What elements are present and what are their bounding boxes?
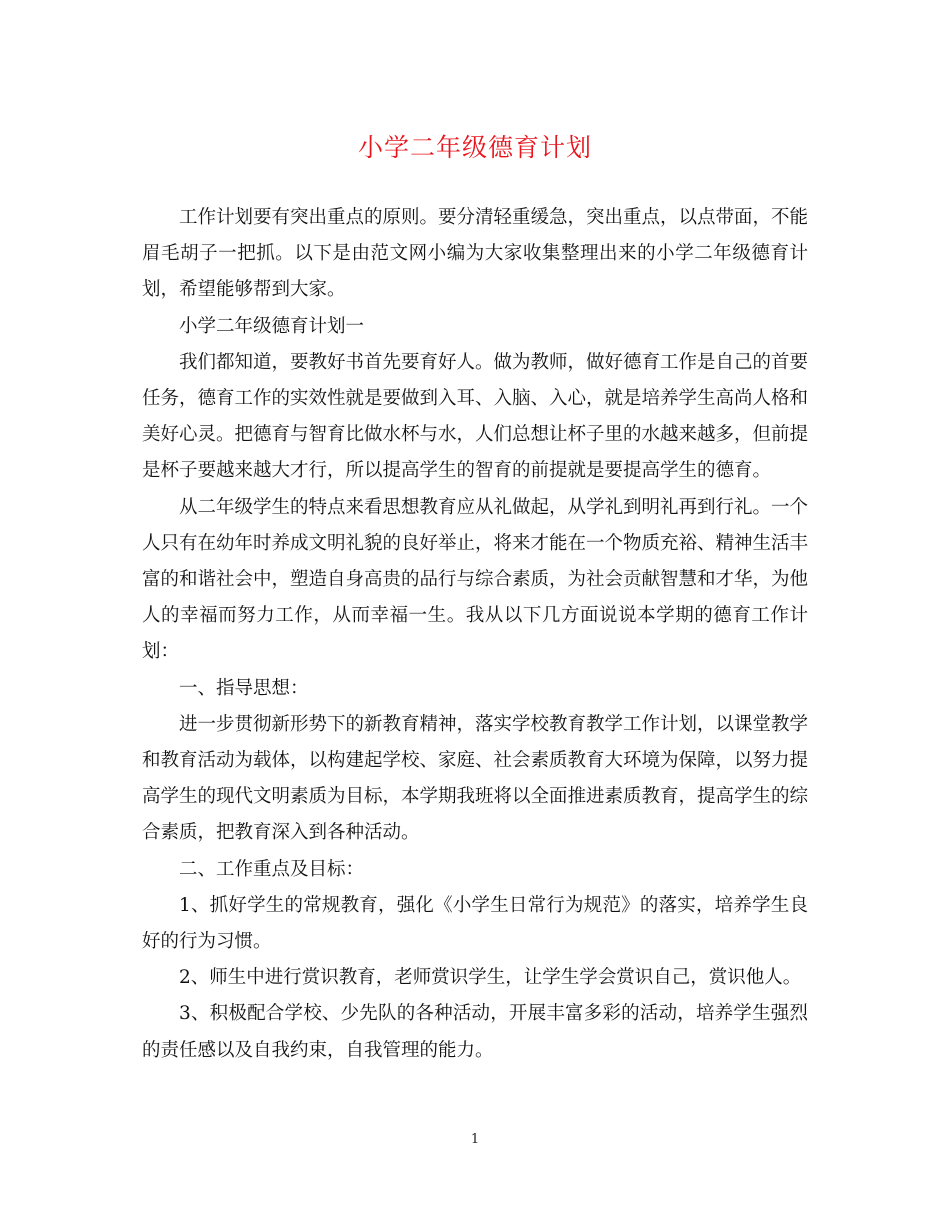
paragraph-goal-2: 2、师生中进行赏识教育，老师赏识学生，让学生学会赏识自己，赏识他人。 <box>179 967 802 989</box>
paragraph-section-heading: 小学二年级德育计划一 <box>179 315 365 337</box>
paragraph-goal-1: 1、抓好学生的常规教育，强化《小学生日常行为规范》的落实，培养学生良好的行为习惯。 <box>142 894 808 953</box>
paragraph-student-traits: 从二年级学生的特点来看思想教育应从礼做起，从学礼到明礼再到行礼。一个人只有在幼年时养成文明礼貌的良好举止，将来才能在一个物质充裕、精神生活丰富的和谐社会中，塑造自身高贵的品行与综合素质，为社会贡献智慧和才华，为他人的幸福而努力工作，从而幸福一生。我从以下几方面说说本学期的德育工作计划： <box>142 496 809 663</box>
paragraph-goal-3: 3、积极配合学校、少先队的各种活动，开展丰富多彩的活动，培养学生强烈的责任感以及自我约束，自我管理的能力。 <box>142 1003 808 1061</box>
paragraph-intro: 工作计划要有突出重点的原则。要分清轻重缓急，突出重点，以点带面，不能眉毛胡子一把抓。以下是由范文网小编为大家收集整理出来的小学二年级德育计划，希望能够帮到大家。 <box>142 207 809 301</box>
page-number: 1 <box>470 1132 480 1147</box>
document-title: 小学二年级德育计划 <box>357 133 592 162</box>
paragraph-guiding-ideas: 进一步贯彻新形势下的新教育精神，落实学校教育教学工作计划，以课堂教学和教育活动为载体，以构建起学校、家庭、社会素质教育大环境为保障，以努力提高学生的现代文明素质为目标，本学期我班将以全面推进素质教育，提高学生的综合素质，把教育深入到各种活动。 <box>142 713 809 844</box>
paragraph-heading-key-goals: 二、工作重点及目标： <box>179 858 365 880</box>
paragraph-heading-guiding-ideas: 一、指导思想： <box>179 677 309 699</box>
paragraph-moral-education: 我们都知道，要教好书首先要育好人。做为教师，做好德育工作是自己的首要任务，德育工作的实效性就是要做到入耳、入脑、入心，就是培养学生高尚人格和美好心灵。把德育与智育比做水杯与水，人们总想让杯子里的水越来越多，但前提是杯子要越来越大才行，所以提高学生的智育的前提就是要提高学生的德育。 <box>142 351 809 482</box>
document-body <box>142 200 808 1069</box>
